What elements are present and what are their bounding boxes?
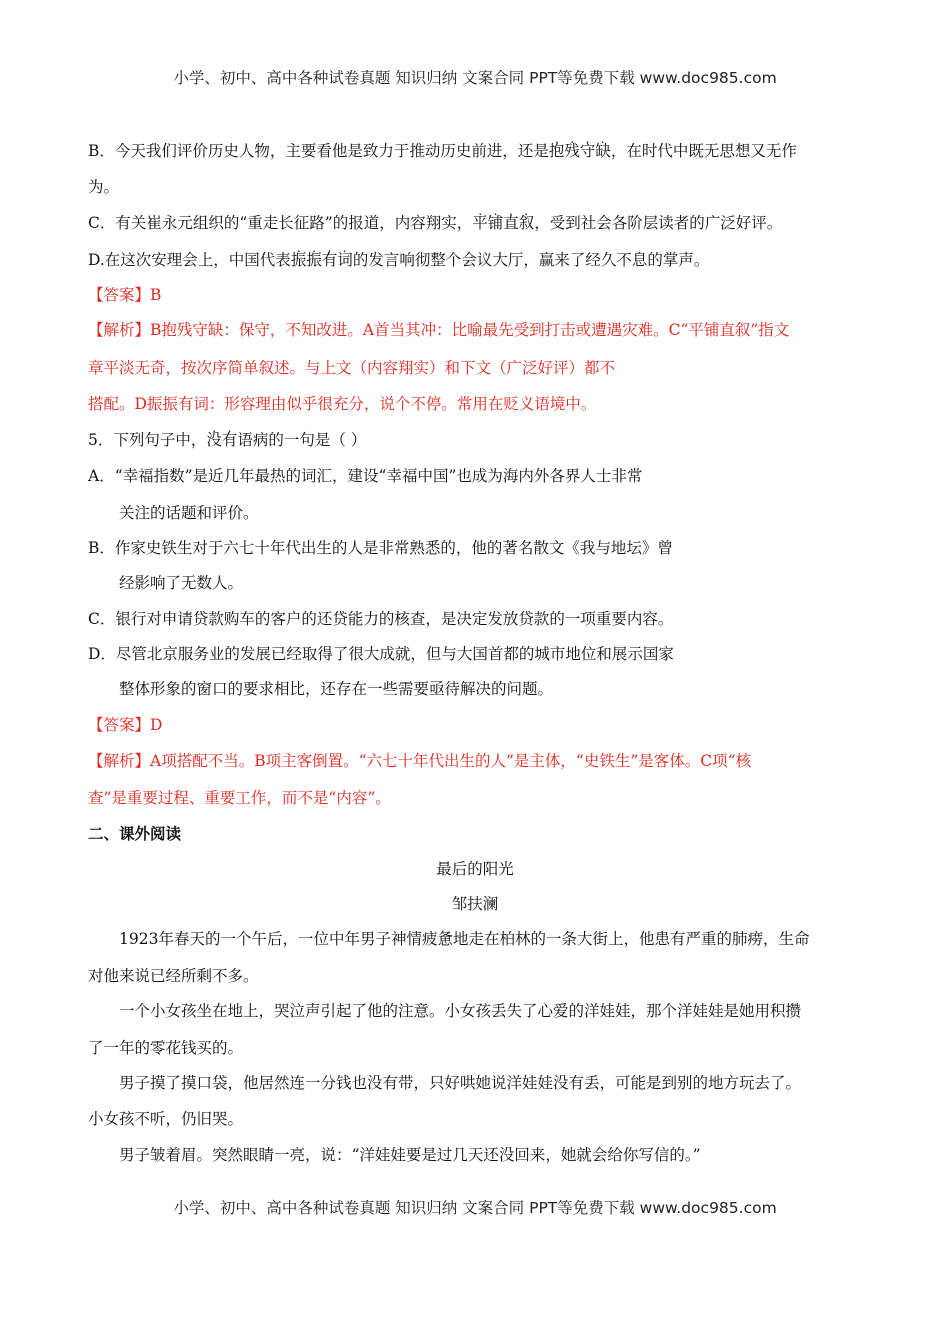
emphasized-text: 振振有词 [290, 251, 353, 269]
emphasized-text: 抱残守缺 [548, 142, 611, 160]
q4-analysis-line2: 章平淡无奇，按次序简单叙述。与上文（内容翔实）和下文（广泛好评）都不 [88, 359, 616, 377]
q5-analysis-line2: 查”是重要过程、重要工作，而不是“内容”。 [88, 789, 391, 807]
q4-option-b-line2: 为。 [88, 178, 120, 196]
emphasis-dots: . . [212, 421, 232, 435]
q4-answer: 【答案】B [88, 286, 162, 304]
paragraph-2-line1: 一个小女孩坐在地上，哭泣声引起了他的注意。小女孩丢失了心爱的洋娃娃，那个洋娃娃是她用积攒 [119, 1002, 802, 1020]
page-footer: 小学、初中、高中各种试卷真题 知识归纳 文案合同 PPT等免费下载 www.doc985.com [173, 1199, 777, 1217]
story-author: 邹扶澜 [451, 895, 499, 913]
q4-analysis-line3: 搭配。D振振有词：形容理由似乎很充分，说个不停。常用在贬义语境中。 [88, 395, 597, 413]
paragraph-1-line2: 对他来说已经所剩不多。 [88, 967, 259, 985]
q5-option-c: C．银行对申请贷款购车的客户的还贷能力的核查，是决定发放贷款的一项重要内容。 [88, 610, 674, 628]
q5-option-d-line1: D．尽管北京服务业的发展已经取得了很大成就，但与大国首都的城市地位和展示国家 [88, 645, 674, 663]
q5-option-b-line2: 经影响了无数人。 [119, 574, 244, 592]
q4-option-b-line1: B．今天我们评价历史人物，主要看他是致力于推动历史前进，还是 . . . . 抱残守缺，在时代中既无思想又无作 [88, 132, 797, 160]
q5-option-a-line2: 关注的话题和评价。 [119, 504, 259, 522]
emphasized-text: 没有 [206, 431, 238, 449]
q5-option-a-line1: A．“幸福指数”是近几年最热的词汇，建设“幸福中国”也成为海内外各界人士非常 [88, 467, 643, 485]
paragraph-3-line2: 小女孩不听，仍旧哭。 [88, 1110, 244, 1128]
emphasized-text: 平铺直叙 [472, 214, 535, 232]
page-header: 小学、初中、高中各种试卷真题 知识归纳 文案合同 PPT等免费下载 www.doc985.com [173, 69, 777, 87]
q4-option-d: D.在这次安理会上，中国代表 . . . . 振振有词的发言响彻整个会议大厅，赢来了经久不息的掌声。 [88, 241, 710, 269]
q5-stem: 5．下列句子中， . . 没有语病的一句是（ ） [88, 421, 367, 449]
story-title: 最后的阳光 [436, 860, 514, 878]
paragraph-4-line1: 男子皱着眉。突然眼睛一亮，说：“洋娃娃要是过几天还没回来，她就会给你写信的。” [119, 1146, 701, 1164]
emphasis-dots: . . . . [297, 241, 347, 255]
q4-option-c: C．有关崔永元组织的“重走长征路”的报道，内容翔实， . . . . 平铺直叙，受到社会各阶层读者的广泛好评。 [88, 204, 783, 232]
emphasis-dots: . . . . [555, 132, 605, 146]
paragraph-2-line2: 了一年的零花钱买的。 [88, 1039, 244, 1057]
emphasis-dots: . . . . [478, 204, 529, 218]
paragraph-3-line1: 男子摸了摸口袋，他居然连一分钱也没有带，只好哄她说洋娃娃没有丢，可能是到别的地方玩去了。 [119, 1074, 802, 1092]
q5-answer: 【答案】D [88, 716, 163, 734]
q5-option-d-line2: 整体形象的窗口的要求相比，还存在一些需要亟待解决的问题。 [119, 680, 554, 698]
q4-analysis-line1: 【解析】B抱残守缺：保守，不知改进。A首当其冲：比喻最先受到打击或遭遇灾难。C“平铺直叙”指文 [88, 321, 790, 339]
q5-option-b-line1: B．作家史铁生对于六七十年代出生的人是非常熟悉的，他的著名散文《我与地坛》曾 [88, 539, 673, 557]
section-heading: 二、课外阅读 [88, 824, 182, 843]
q5-analysis-line1: 【解析】A项搭配不当。B项主客倒置。“六七十年代出生的人”是主体，“史铁生”是客体。C项“核 [88, 752, 752, 770]
paragraph-1-line1: 1923年春天的一个午后，一位中年男子神情疲惫地走在柏林的一条大街上，他患有严重的肺痨，生命 [119, 930, 810, 948]
